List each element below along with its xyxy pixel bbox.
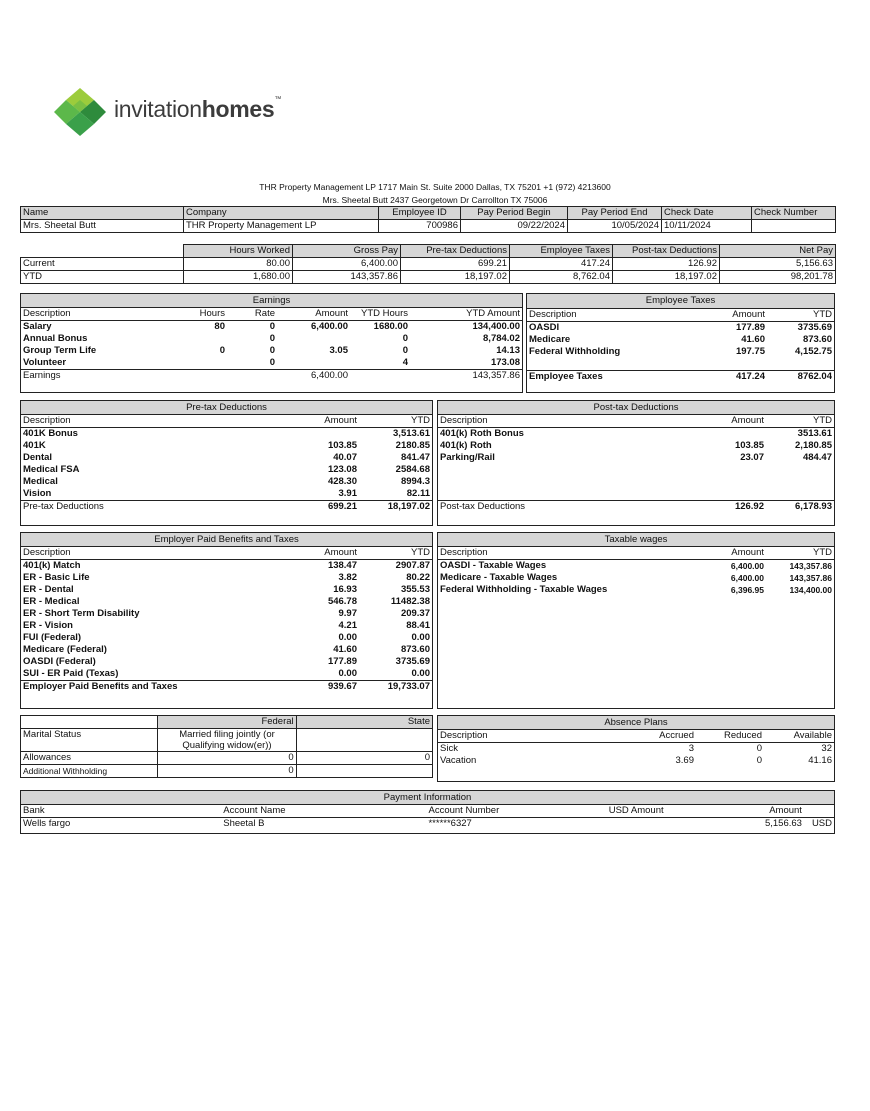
table-cell: ER - Medical [23, 596, 80, 607]
table-cell: 0 [219, 345, 225, 356]
table-cell: 841.47 [400, 452, 430, 463]
taxes-total-amount: 417.24 [735, 371, 765, 382]
withholding-section [20, 715, 433, 782]
taxable-header: Description [440, 547, 488, 558]
table-cell: 88.41 [406, 620, 430, 631]
pretax-header: Amount [324, 415, 357, 426]
employee-address: Mrs. Sheetal Butt 2437 Georgetown Dr Carrollton TX 75006 [322, 195, 548, 205]
table-cell: 80.22 [406, 572, 430, 583]
employee-info-table [20, 206, 835, 236]
payment-account-name: Sheetal B [223, 818, 265, 829]
table-cell: 134,400.00 [789, 585, 832, 595]
table-cell: OASDI [529, 322, 560, 333]
absence-header: Accrued [659, 730, 694, 741]
pretax-total-label: Pre-tax Deductions [23, 501, 104, 512]
withholding-header-blank [21, 716, 158, 729]
table-cell: 143,357.86 [789, 573, 832, 583]
withholding-header-state: State [296, 716, 432, 729]
check-date: 10/11/2024 [662, 220, 752, 233]
table-cell [277, 333, 350, 345]
table-cell: Salary [23, 321, 52, 332]
pretax-header: Description [23, 415, 71, 426]
pay-summary-table [20, 244, 835, 288]
table-cell: Vacation [440, 755, 477, 766]
pretax-row [21, 440, 432, 452]
table-cell: 0 [402, 333, 408, 344]
posttax-header: Description [440, 415, 488, 426]
table-cell: 401(k) Roth [440, 440, 492, 451]
summary-label: YTD [21, 271, 184, 284]
summary-cell: 8,762.04 [510, 271, 613, 284]
table-cell: Parking/Rail [440, 452, 495, 463]
table-cell: 0.00 [338, 632, 357, 643]
table-cell: OASDI (Federal) [23, 656, 96, 667]
table-cell: 0 [756, 755, 762, 766]
employer-row [21, 596, 432, 608]
summary-cell: 417.24 [510, 258, 613, 271]
table-cell: 2,180.85 [795, 440, 832, 451]
period-begin: 09/22/2024 [461, 220, 568, 233]
summary-label: Current [21, 258, 184, 271]
table-cell: 3.82 [338, 572, 357, 583]
table-cell: 873.60 [802, 334, 832, 345]
info-header-employee-id: Employee ID [379, 207, 461, 220]
taxable-title: Taxable wages [438, 533, 834, 547]
table-cell: 401(k) Match [23, 560, 81, 571]
payment-account-number: ******6327 [428, 818, 472, 829]
table-cell: 0 [402, 345, 408, 356]
taxes-row [527, 334, 834, 346]
table-cell: 209.37 [400, 608, 430, 619]
earnings-header: Hours [199, 308, 225, 319]
earnings-total-amount: 6,400.00 [311, 370, 348, 381]
table-cell: 173.08 [490, 357, 520, 368]
table-cell: 23.07 [740, 452, 764, 463]
additional-withholding-federal: 0 [158, 765, 296, 778]
employer-title: Employer Paid Benefits and Taxes [21, 533, 432, 547]
earnings-row [21, 333, 522, 345]
employer-header: YTD [411, 547, 430, 558]
table-cell: 4,152.75 [795, 346, 832, 357]
table-cell: 1680.00 [373, 321, 408, 332]
posttax-total-label: Post-tax Deductions [440, 501, 526, 512]
absence-plans-section [437, 715, 835, 782]
table-cell: 401K Bonus [23, 428, 78, 439]
employer-header: Amount [324, 547, 357, 558]
pretax-row [21, 488, 432, 501]
table-cell [668, 428, 766, 441]
posttax-row [438, 452, 834, 464]
table-cell: Federal Withholding - Taxable Wages [440, 584, 608, 595]
absence-header: Reduced [723, 730, 762, 741]
payment-title: Payment Information [21, 791, 834, 805]
table-cell: Medicare - Taxable Wages [440, 572, 558, 583]
pretax-row [21, 476, 432, 488]
payment-bank: Wells fargo [23, 818, 71, 829]
payment-row [21, 818, 834, 831]
pretax-total-ytd: 18,197.02 [387, 501, 430, 512]
table-cell: 32 [821, 743, 832, 754]
employer-row [21, 584, 432, 596]
logo-wordmark: invitationhomes™ [114, 96, 282, 122]
table-cell: 197.75 [735, 346, 765, 357]
employer-total-amount: 939.67 [327, 681, 357, 692]
posttax-total-ytd: 6,178.93 [795, 501, 832, 512]
earnings-header: YTD Hours [361, 308, 408, 319]
table-cell: 8994.3 [400, 476, 430, 487]
table-cell: FUI (Federal) [23, 632, 82, 643]
table-cell [171, 357, 227, 370]
logo-mark-icon [54, 88, 106, 136]
earnings-section [20, 293, 523, 393]
allowances-label: Allowances [21, 752, 158, 765]
table-cell: 138.47 [327, 560, 357, 571]
table-cell: 134,400.00 [472, 321, 520, 332]
allowances-state: 0 [296, 752, 432, 765]
table-cell: 41.16 [808, 755, 832, 766]
absence-header: Available [793, 730, 832, 741]
taxable-header: Amount [731, 547, 764, 558]
summary-cell: 699.21 [401, 258, 510, 271]
summary-cell: 6,400.00 [293, 258, 401, 271]
earnings-header: Rate [254, 308, 275, 319]
table-cell: 428.30 [327, 476, 357, 487]
employer-address: THR Property Management LP 1717 Main St. Suite 2000 Dallas, TX 75201 +1 (972) 4213600 [259, 182, 611, 192]
additional-withholding-label: Additional Withholding [21, 765, 158, 778]
earnings-row [21, 357, 522, 370]
table-cell: 123.08 [327, 464, 357, 475]
table-cell: 177.89 [327, 656, 357, 667]
summary-header-blank [21, 245, 184, 258]
payment-info-section [20, 790, 835, 834]
table-cell: OASDI - Taxable Wages [440, 560, 547, 571]
table-cell: 484.47 [802, 452, 832, 463]
table-cell: 2907.87 [395, 560, 430, 571]
info-header-period-begin: Pay Period Begin [461, 207, 568, 220]
posttax-header: YTD [813, 415, 832, 426]
employee-id: 700986 [379, 220, 461, 233]
summary-cell: 5,156.63 [720, 258, 836, 271]
pretax-total-row [21, 501, 432, 514]
table-cell: Volunteer [23, 357, 67, 368]
table-cell: Federal Withholding [529, 346, 621, 357]
table-cell: 14.13 [496, 345, 520, 356]
info-header-check-number: Check Number [752, 207, 836, 220]
posttax-header: Amount [731, 415, 764, 426]
table-cell: 143,357.86 [789, 561, 832, 571]
payment-header-usd-amount: USD Amount [608, 805, 664, 816]
pretax-total-amount: 699.21 [327, 501, 357, 512]
earnings-header: Description [23, 308, 71, 319]
summary-header-net: Net Pay [720, 245, 836, 258]
taxable-row [438, 572, 834, 584]
employer-row [21, 644, 432, 656]
table-cell: 6,400.00 [730, 561, 764, 571]
earnings-row [21, 345, 522, 357]
table-cell: 0 [269, 357, 275, 368]
allowances-federal: 0 [158, 752, 296, 765]
employer-benefits-section [20, 532, 433, 709]
marital-status-label: Marital Status [21, 729, 158, 752]
table-cell: 3513.61 [797, 428, 832, 439]
absence-row [438, 755, 834, 767]
taxes-total-row [527, 371, 834, 384]
table-cell: Medicare [529, 334, 571, 345]
table-cell: 4 [402, 357, 408, 368]
table-cell: Medicare (Federal) [23, 644, 107, 655]
table-cell: 9.97 [338, 608, 357, 619]
table-cell: 3735.69 [395, 656, 430, 667]
employer-row [21, 560, 432, 573]
table-cell: 3.05 [329, 345, 348, 356]
pretax-row [21, 428, 432, 441]
absence-title: Absence Plans [438, 716, 834, 730]
pretax-row [21, 464, 432, 476]
summary-row-ytd [21, 271, 836, 284]
employee-taxes-section [526, 293, 835, 393]
table-cell: 80 [214, 321, 225, 332]
posttax-total-row [438, 501, 834, 514]
employer-total-label: Employer Paid Benefits and Taxes [23, 681, 178, 692]
info-header-company: Company [184, 207, 379, 220]
table-cell: 103.85 [327, 440, 357, 451]
summary-row-current [21, 258, 836, 271]
table-cell: 4.21 [338, 620, 357, 631]
table-cell: Medical FSA [23, 464, 80, 475]
employer-row [21, 572, 432, 584]
absence-row [438, 743, 834, 756]
taxes-row [527, 322, 834, 335]
table-cell: 355.53 [400, 584, 430, 595]
table-cell: Sick [440, 743, 458, 754]
pretax-row [21, 452, 432, 464]
earnings-header: YTD Amount [466, 308, 520, 319]
posttax-row [438, 428, 834, 441]
earnings-row [21, 321, 522, 334]
table-cell: 3.69 [675, 755, 694, 766]
summary-header-posttax: Post-tax Deductions [613, 245, 720, 258]
company-logo [54, 88, 304, 136]
posttax-deductions-section [437, 400, 835, 526]
payment-header-account-name: Account Name [223, 805, 286, 816]
table-cell: 0.00 [411, 668, 430, 679]
taxes-row [527, 346, 834, 358]
table-cell: 3,513.61 [393, 428, 430, 439]
payment-amount: 5,156.63 [764, 818, 802, 829]
table-cell: 82.11 [406, 488, 430, 499]
payment-currency: USD [811, 818, 832, 829]
taxable-header: YTD [813, 547, 832, 558]
company-name: THR Property Management LP [184, 220, 379, 233]
table-cell: 6,400.00 [730, 573, 764, 583]
table-cell: 2180.85 [395, 440, 430, 451]
table-cell: 6,396.95 [730, 585, 764, 595]
summary-cell: 143,357.86 [293, 271, 401, 284]
summary-cell: 18,197.02 [401, 271, 510, 284]
table-cell: 0 [269, 321, 275, 332]
table-cell: ER - Basic Life [23, 572, 90, 583]
summary-cell: 98,201.78 [720, 271, 836, 284]
earnings-title: Earnings [21, 294, 522, 308]
taxes-header: Description [529, 309, 577, 320]
summary-cell: 1,680.00 [184, 271, 293, 284]
table-cell: 3735.69 [797, 322, 832, 333]
earnings-total-label: Earnings [23, 370, 61, 381]
employer-row [21, 608, 432, 620]
posttax-title: Post-tax Deductions [438, 401, 834, 415]
table-cell: 0 [269, 333, 275, 344]
table-cell: Annual Bonus [23, 333, 88, 344]
table-cell [277, 357, 350, 370]
earnings-total-ytd: 143,357.86 [472, 370, 520, 381]
taxable-wages-section [437, 532, 835, 709]
summary-cell: 126.92 [613, 258, 720, 271]
summary-header-hours: Hours Worked [184, 245, 293, 258]
taxable-row [438, 560, 834, 573]
pretax-deductions-section [20, 400, 433, 526]
payment-header-account-number: Account Number [428, 805, 500, 816]
pretax-title: Pre-tax Deductions [21, 401, 432, 415]
payment-header-amount: Amount [769, 805, 802, 816]
table-cell: 2584.68 [395, 464, 430, 475]
taxes-header: Amount [732, 309, 765, 320]
employee-taxes-title: Employee Taxes [527, 294, 834, 309]
summary-header-gross: Gross Pay [293, 245, 401, 258]
summary-cell: 18,197.02 [613, 271, 720, 284]
posttax-total-amount: 126.92 [734, 501, 764, 512]
earnings-header: Amount [315, 308, 348, 319]
employer-row [21, 656, 432, 668]
table-cell: 401(k) Roth Bonus [440, 428, 524, 439]
summary-header-pretax: Pre-tax Deductions [401, 245, 510, 258]
table-cell: 41.60 [741, 334, 765, 345]
employee-name: Mrs. Sheetal Butt [21, 220, 184, 233]
table-cell [171, 333, 227, 345]
info-header-period-end: Pay Period End [568, 207, 662, 220]
table-cell: 0 [756, 743, 762, 754]
taxes-header: YTD [813, 309, 832, 320]
employer-row [21, 632, 432, 644]
payment-usd-amount [607, 818, 722, 831]
table-cell: 41.60 [333, 644, 357, 655]
taxable-row [438, 584, 834, 596]
table-cell: Medical [23, 476, 58, 487]
table-cell: 3.91 [338, 488, 357, 499]
table-cell: 103.85 [734, 440, 764, 451]
table-cell: 0.00 [411, 632, 430, 643]
taxes-total-label: Employee Taxes [529, 371, 603, 382]
taxes-total-ytd: 8762.04 [797, 371, 832, 382]
table-cell: Dental [23, 452, 53, 463]
check-number [752, 220, 836, 233]
posttax-row [438, 440, 834, 452]
table-cell: 0.00 [338, 668, 357, 679]
table-cell: 6,400.00 [311, 321, 348, 332]
table-cell: ER - Dental [23, 584, 74, 595]
marital-status-value: Married filing jointly (or Qualifying widow(er)) [158, 729, 296, 752]
employer-header: Description [23, 547, 71, 558]
table-cell: 11482.38 [390, 596, 430, 607]
table-cell: 401K [23, 440, 46, 451]
employer-row [21, 668, 432, 681]
table-cell: ER - Vision [23, 620, 73, 631]
table-cell [251, 428, 359, 441]
table-cell: 16.93 [333, 584, 357, 595]
employer-total-ytd: 19,733.07 [387, 681, 430, 692]
table-cell: Vision [23, 488, 52, 499]
table-cell: 40.07 [333, 452, 357, 463]
absence-header: Description [440, 730, 488, 741]
table-cell: 0 [269, 345, 275, 356]
table-cell: 546.78 [327, 596, 357, 607]
table-cell: SUI - ER Paid (Texas) [23, 668, 119, 679]
earnings-total-row [21, 370, 522, 383]
employer-row [21, 620, 432, 632]
table-cell: Group Term Life [23, 345, 97, 356]
pretax-header: YTD [411, 415, 430, 426]
table-cell: 177.89 [735, 322, 765, 333]
info-header-check-date: Check Date [662, 207, 752, 220]
payment-header-bank: Bank [23, 805, 45, 816]
table-cell: 8,784.02 [483, 333, 520, 344]
summary-cell: 80.00 [184, 258, 293, 271]
table-cell: 873.60 [400, 644, 430, 655]
period-end: 10/05/2024 [568, 220, 662, 233]
table-cell: ER - Short Term Disability [23, 608, 140, 619]
table-cell: 3 [688, 743, 694, 754]
info-header-name: Name [21, 207, 184, 220]
summary-header-taxes: Employee Taxes [510, 245, 613, 258]
employer-total-row [21, 681, 432, 694]
withholding-header-federal: Federal [158, 716, 296, 729]
